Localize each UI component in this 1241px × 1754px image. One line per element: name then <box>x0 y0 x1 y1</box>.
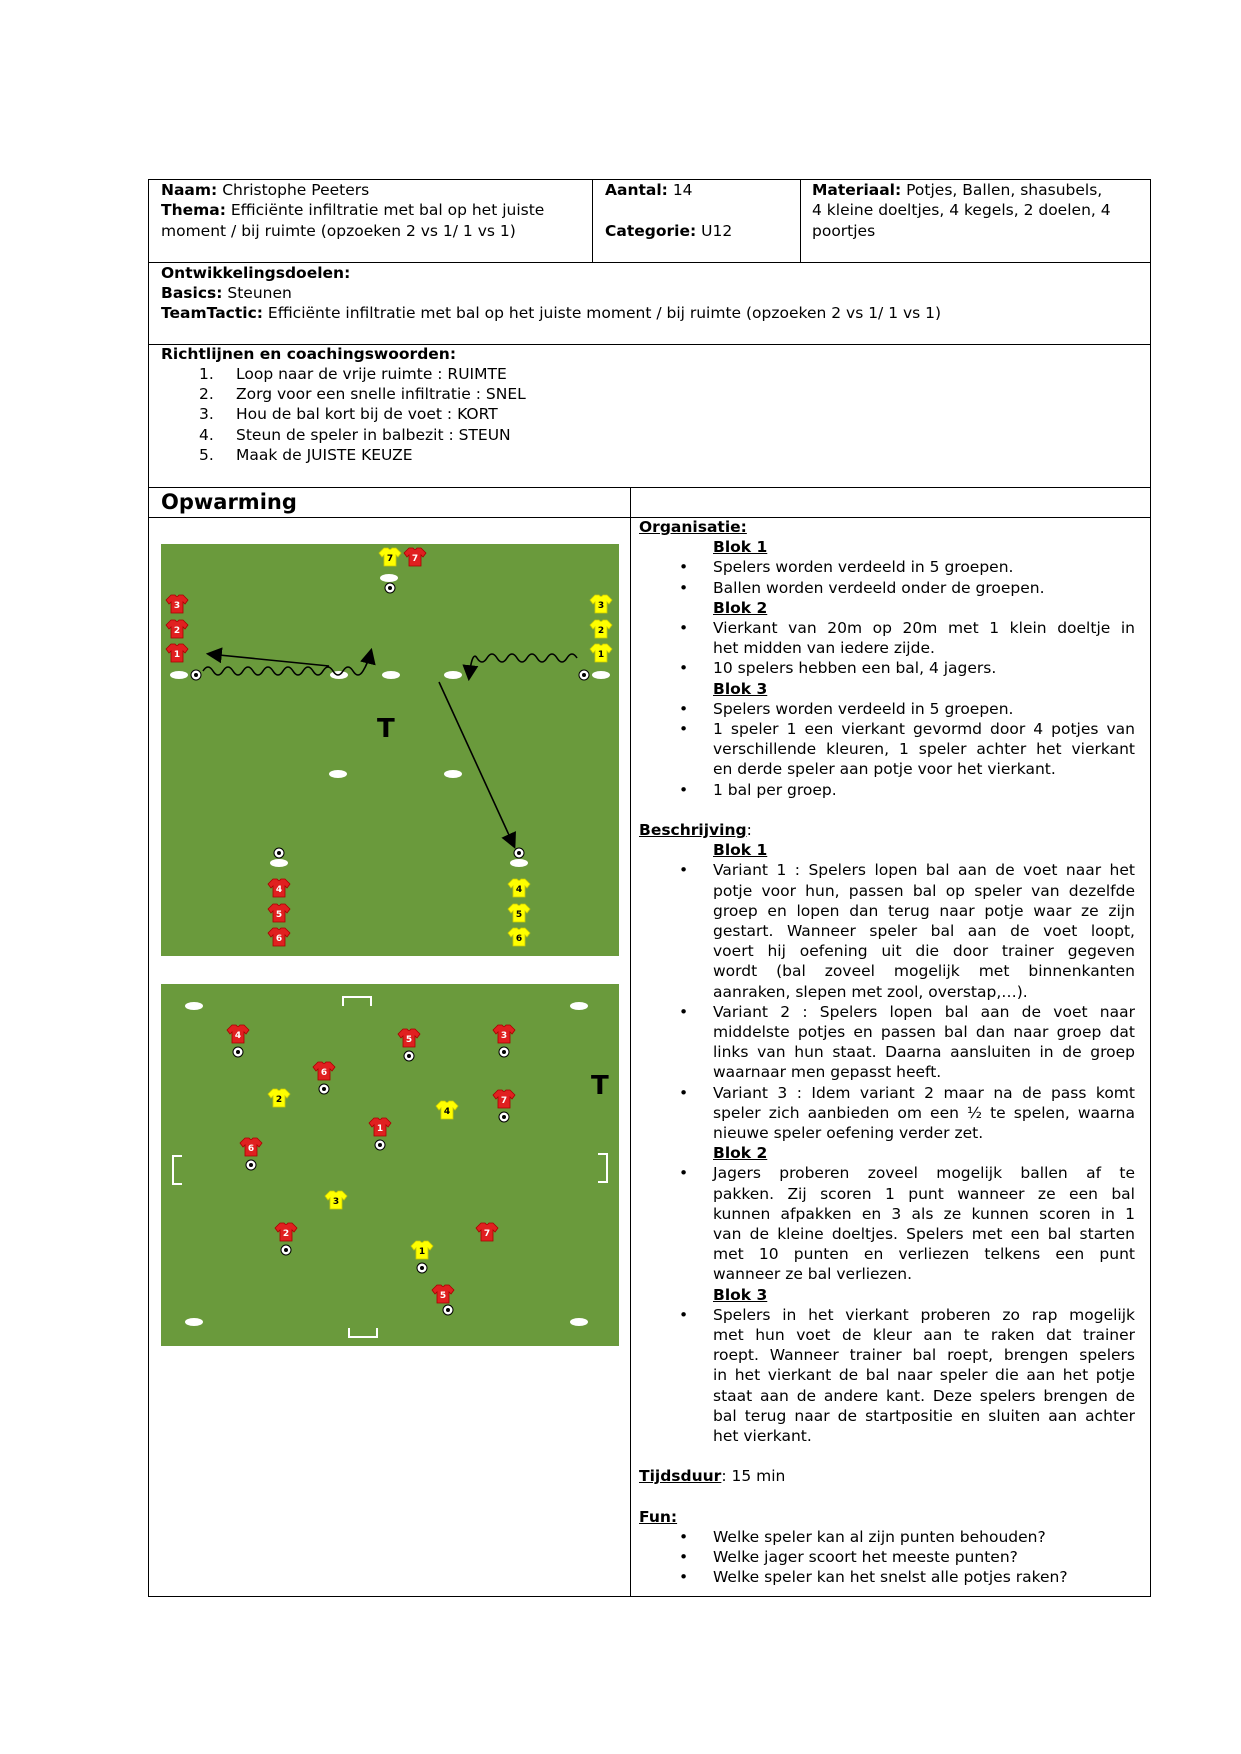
naam-value: Christophe Peeters <box>222 181 370 199</box>
beschrijving-blok3-item: in het vierkant de bal naar speler die aan het potje <box>713 1366 1135 1385</box>
naam-label: Naam: <box>161 181 218 199</box>
ball-icon <box>499 1112 509 1122</box>
yellow-player-shirt-icon <box>590 595 612 613</box>
red-player-shirt-icon <box>227 1025 249 1043</box>
bullet-icon: • <box>679 1528 689 1546</box>
red-player-shirt-icon <box>240 1138 262 1156</box>
beschrijving-blok3-item: met hun voet de kleur aan te raken dat trainer <box>713 1326 1135 1344</box>
svg-text:2: 2 <box>282 1229 290 1239</box>
organisatie-blok2-item: het midden van iedere zijde. <box>713 639 935 658</box>
beschrijving-blok1-item: potje voor hun, passen bal op speler van dezelfde <box>713 881 1135 900</box>
teamtactic-label: TeamTactic: <box>161 304 263 322</box>
beschrijving-blok1-item: middelste potjes en passen bal dan naar groep dat <box>713 1023 1135 1041</box>
svg-text:4: 4 <box>275 885 283 895</box>
trainer-marker: T <box>591 1071 609 1101</box>
organisatie-blok1-item: Spelers worden verdeeld in 5 groepen. <box>713 558 1014 577</box>
organisatie-blok3-item: 1 speler 1 een vierkant gevormd door 4 potjes van <box>713 720 1135 738</box>
cone <box>380 574 398 582</box>
beschrijving-blok2-item: pakken. Zij scoren 1 punt wanneer ze een bal <box>713 1184 1135 1203</box>
ball-icon <box>404 1051 414 1061</box>
beschrijving-blok2-item: Jagers proberen zoveel mogelijk ballen af te <box>713 1164 1135 1183</box>
cone <box>570 1002 588 1010</box>
small-goal-bottom <box>349 1328 377 1337</box>
red-player-shirt-icon <box>493 1090 515 1108</box>
beschrijving-blok1-item: nieuwe speler oefening verder zet. <box>713 1124 984 1142</box>
bullet-icon: • <box>679 1083 689 1102</box>
svg-text:5: 5 <box>275 910 283 920</box>
beschrijving-blok2-item: wanneer ze bal verliezen. <box>713 1265 913 1284</box>
bullet-icon: • <box>679 1548 689 1567</box>
bullet-icon: • <box>679 619 689 637</box>
organisatie-blok2-title: Blok 2 <box>713 598 768 617</box>
fun-item: Welke speler kan al zijn punten behouden? <box>713 1528 1046 1546</box>
beschrijving-blok1-item: Variant 1 : Spelers lopen bal aan de voet naar het <box>713 861 1135 880</box>
cone <box>270 859 288 867</box>
svg-text:4: 4 <box>234 1031 242 1041</box>
cone <box>592 671 610 679</box>
tijdsduur-value: : 15 min <box>721 1467 786 1486</box>
organisatie-blok2-item: Vierkant van 20m op 20m met 1 klein doeltje in <box>713 619 1135 637</box>
yellow-player-shirt-icon <box>508 904 530 922</box>
yellow-player-shirt-icon <box>508 928 530 946</box>
small-goal-top <box>343 997 371 1006</box>
organisatie-blok1-title: Blok 1 <box>713 538 768 557</box>
cone <box>185 1002 203 1010</box>
ball-icon <box>246 1160 256 1170</box>
teamtactic-line <box>161 303 941 323</box>
cone <box>444 671 462 679</box>
cone <box>444 770 462 778</box>
beschrijving-blok2-item: kunnen afpakken en 3 als ze kunnen scoren in 1 <box>713 1204 1135 1223</box>
guideline-text: Maak de JUISTE KEUZE <box>236 445 413 464</box>
ball-icon <box>191 670 201 680</box>
beschrijving-blok3-item: bal terug naar de startpositie en sluiten aan achter <box>713 1406 1135 1425</box>
red-player-shirt-icon <box>166 644 188 662</box>
svg-text:4: 4 <box>443 1107 451 1117</box>
basics-label: Basics: <box>161 284 223 302</box>
beschrijving-blok1-title: Blok 1 <box>713 841 768 860</box>
categorie-label: Categorie: <box>605 222 697 240</box>
svg-text:3: 3 <box>500 1031 508 1041</box>
beschrijving-blok1-item: wordt (bal zoveel mogelijk met binnenkanten <box>713 962 1135 981</box>
beschrijving-blok1-item: groep en lopen dan terug naar potje waar ze zijn <box>713 901 1135 920</box>
yellow-player-shirt-icon <box>590 620 612 638</box>
red-player-shirt-icon <box>166 620 188 638</box>
organisatie-blok2-item: 10 spelers hebben een bal, 4 jagers. <box>713 659 997 678</box>
beschrijving-heading <box>639 820 752 840</box>
bullet-icon: • <box>679 699 689 718</box>
svg-text:6: 6 <box>515 934 523 944</box>
guideline-number: 2. <box>199 385 214 404</box>
ball-icon <box>385 583 395 593</box>
svg-text:1: 1 <box>597 650 605 660</box>
organisatie-blok3-item: Spelers worden verdeeld in 5 groepen. <box>713 699 1014 718</box>
beschrijving-blok2-item: met 10 punten en verliezen telkens een punt <box>713 1245 1135 1264</box>
svg-text:6: 6 <box>320 1068 328 1078</box>
beschrijving-blok3-title: Blok 3 <box>713 1285 768 1304</box>
yellow-player-shirt-icon <box>268 1089 290 1107</box>
svg-text:2: 2 <box>275 1095 283 1105</box>
svg-text:6: 6 <box>247 1144 255 1154</box>
bullet-icon: • <box>679 578 689 597</box>
svg-text:2: 2 <box>173 626 181 636</box>
goals-title: Ontwikkelingsdoelen: <box>161 264 351 282</box>
teamtactic-value: Efficiënte infiltratie met bal op het juiste moment / bij ruimte (opzoeken 2 vs 1/ 1 vs 1) <box>267 304 942 322</box>
ball-icon <box>417 1263 427 1273</box>
section-row <box>148 487 1151 518</box>
ball-icon <box>579 670 589 680</box>
red-player-shirt-icon <box>268 879 290 897</box>
ball-icon <box>274 848 284 858</box>
beschrijving-blok3-item: staat aan de andere kant. Deze spelers brengen de <box>713 1386 1135 1405</box>
guideline-text: Steun de speler in balbezit : STEUN <box>236 425 511 444</box>
small-goal-left <box>173 1156 182 1184</box>
red-player-shirt-icon <box>275 1223 297 1241</box>
cone <box>510 859 528 867</box>
thema-value-2: moment / bij ruimte (opzoeken 2 vs 1/ 1 vs 1) <box>161 222 516 240</box>
svg-text:3: 3 <box>332 1197 340 1207</box>
cone <box>329 770 347 778</box>
materiaal-label: Materiaal: <box>812 181 902 199</box>
materiaal-value-1: Potjes, Ballen, shasubels, <box>906 181 1103 199</box>
guidelines-title: Richtlijnen en coachingswoorden: <box>161 345 457 363</box>
beschrijving-blok1-item: gestart. Wanneer speler bal aan de voet loopt, <box>713 922 1135 940</box>
bullet-icon: • <box>679 780 689 799</box>
guideline-number: 4. <box>199 425 214 444</box>
bullet-icon: • <box>679 861 689 880</box>
guideline-text: Zorg voor een snelle infiltratie : SNEL <box>236 385 526 404</box>
dribble-path <box>469 654 577 678</box>
beschrijving-blok3-item: roept. Wanneer trainer bal roept, brengen spelers <box>713 1346 1135 1365</box>
field-diagram-2 <box>161 984 619 1346</box>
red-player-shirt-icon <box>404 548 426 566</box>
yellow-player-shirt-icon <box>325 1191 347 1209</box>
yellow-player-shirt-icon <box>590 644 612 662</box>
ball-icon <box>375 1140 385 1150</box>
materiaal-value-2: 4 kleine doeltjes, 4 kegels, 2 doelen, 4 <box>812 201 1111 219</box>
ball-icon <box>233 1047 243 1057</box>
svg-text:1: 1 <box>173 650 181 660</box>
diagram-1-svg <box>161 544 619 956</box>
cone <box>570 1318 588 1326</box>
beschrijving-blok1-item: voert hij oefening uit die door trainer gegeven <box>713 942 1135 961</box>
svg-text:1: 1 <box>376 1124 384 1134</box>
ball-icon <box>319 1084 329 1094</box>
bullet-icon: • <box>679 558 689 577</box>
red-player-shirt-icon <box>476 1223 498 1241</box>
bullet-icon: • <box>679 1164 689 1183</box>
red-player-shirt-icon <box>166 595 188 613</box>
pass-arrow <box>209 654 329 666</box>
ball-icon <box>514 848 524 858</box>
svg-text:1: 1 <box>418 1247 426 1257</box>
aantal-label: Aantal: <box>605 181 668 199</box>
svg-text:7: 7 <box>483 1229 491 1239</box>
small-goal-right <box>598 1154 607 1182</box>
section-title: Opwarming <box>161 490 297 514</box>
svg-text:5: 5 <box>515 910 523 920</box>
beschrijving-blok1-item: waarnaar men gepasst heeft. <box>713 1063 942 1082</box>
svg-text:3: 3 <box>597 601 605 611</box>
guideline-text: Hou de bal kort bij de voet : KORT <box>236 405 498 424</box>
beschrijving-blok2-title: Blok 2 <box>713 1144 768 1163</box>
basics-line <box>161 283 292 303</box>
fun-title: Fun: <box>639 1507 678 1526</box>
beschrijving-blok3-item: het vierkant. <box>713 1427 812 1445</box>
aantal-line <box>605 180 693 200</box>
svg-text:7: 7 <box>500 1096 508 1106</box>
red-player-shirt-icon <box>493 1025 515 1043</box>
fun-item: Welke jager scoort het meeste punten? <box>713 1548 1018 1567</box>
svg-text:2: 2 <box>597 626 605 636</box>
materiaal-value-3: poortjes <box>812 222 876 240</box>
naam-line <box>161 180 369 200</box>
dribble-path <box>203 651 371 675</box>
guideline-number: 1. <box>199 365 214 383</box>
svg-text:6: 6 <box>275 934 283 944</box>
categorie-value: U12 <box>701 222 733 240</box>
cone <box>185 1318 203 1326</box>
pass-arrow <box>439 682 514 846</box>
organisatie-blok3-title: Blok 3 <box>713 679 768 698</box>
bullet-icon: • <box>679 1568 689 1587</box>
trainer-marker: T <box>377 714 395 744</box>
thema-value-1: Efficiënte infiltratie met bal op het juiste <box>230 201 545 219</box>
guideline-text: Loop naar de vrije ruimte : RUIMTE <box>236 365 507 383</box>
yellow-player-shirt-icon <box>436 1101 458 1119</box>
thema-line <box>161 200 544 220</box>
organisatie-blok3-item: en derde speler aan potje voor het vierkant. <box>713 760 1056 779</box>
red-player-shirt-icon <box>398 1029 420 1047</box>
field-diagram-1 <box>161 544 619 956</box>
categorie-line <box>605 221 732 241</box>
svg-text:5: 5 <box>405 1035 413 1045</box>
tijdsduur-label: Tijdsduur <box>639 1467 722 1486</box>
basics-value: Steunen <box>227 284 292 302</box>
svg-text:4: 4 <box>515 885 523 895</box>
guideline-number: 5. <box>199 445 214 464</box>
yellow-player-shirt-icon <box>411 1241 433 1259</box>
beschrijving-blok1-item: Variant 2 : Spelers lopen bal aan de voet naar <box>713 1002 1135 1021</box>
red-player-shirt-icon <box>432 1285 454 1303</box>
beschrijving-blok3-item: Spelers in het vierkant proberen zo rap mogelijk <box>713 1305 1135 1324</box>
red-player-shirt-icon <box>313 1062 335 1080</box>
red-player-shirt-icon <box>268 904 290 922</box>
guideline-number: 3. <box>199 405 214 424</box>
svg-text:5: 5 <box>439 1291 447 1301</box>
fun-item: Welke speler kan het snelst alle potjes raken? <box>713 1568 1068 1587</box>
beschrijving-blok1-item: Variant 3 : Idem variant 2 maar na de pass komt <box>713 1083 1135 1102</box>
ball-icon <box>499 1047 509 1057</box>
svg-text:7: 7 <box>386 554 394 564</box>
aantal-value: 14 <box>672 181 693 199</box>
ball-icon <box>281 1245 291 1255</box>
yellow-player-shirt-icon <box>508 879 530 897</box>
beschrijving-blok1-item: links van hun staat. Daarna aansluiten in de groep <box>713 1043 1135 1062</box>
diagram-2-svg <box>161 984 619 1346</box>
beschrijving-blok1-item: speler zich aanbieden om een ½ te spelen, waarna <box>713 1103 1135 1122</box>
organisatie-blok3-item: verschillende kleuren, 1 speler achter het vierkant <box>713 740 1135 759</box>
red-player-shirt-icon <box>369 1118 391 1136</box>
bullet-icon: • <box>679 720 689 738</box>
cone <box>382 671 400 679</box>
tijdsduur-line <box>639 1466 785 1486</box>
cone <box>170 671 188 679</box>
beschrijving-title: Beschrijving <box>639 821 747 839</box>
organisatie-blok1-item: Ballen worden verdeeld onder de groepen. <box>713 578 1045 597</box>
svg-text:7: 7 <box>411 554 419 564</box>
organisatie-title: Organisatie: <box>639 518 747 536</box>
bullet-icon: • <box>679 1002 689 1021</box>
organisatie-blok3-item: 1 bal per groep. <box>713 780 837 799</box>
materiaal-line <box>812 180 1102 200</box>
bullet-icon: • <box>679 659 689 678</box>
beschrijving-blok1-item: aanraken, slepen met zool, overstap,…). <box>713 982 1028 1001</box>
yellow-player-shirt-icon <box>379 548 401 566</box>
bullet-icon: • <box>679 1305 689 1324</box>
beschrijving-colon: : <box>746 821 752 839</box>
beschrijving-blok2-item: van de kleine doeltjes. Spelers met een bal starten <box>713 1225 1135 1243</box>
ball-icon <box>443 1305 453 1315</box>
thema-label: Thema: <box>161 201 226 219</box>
svg-text:3: 3 <box>173 601 181 611</box>
red-player-shirt-icon <box>268 928 290 946</box>
